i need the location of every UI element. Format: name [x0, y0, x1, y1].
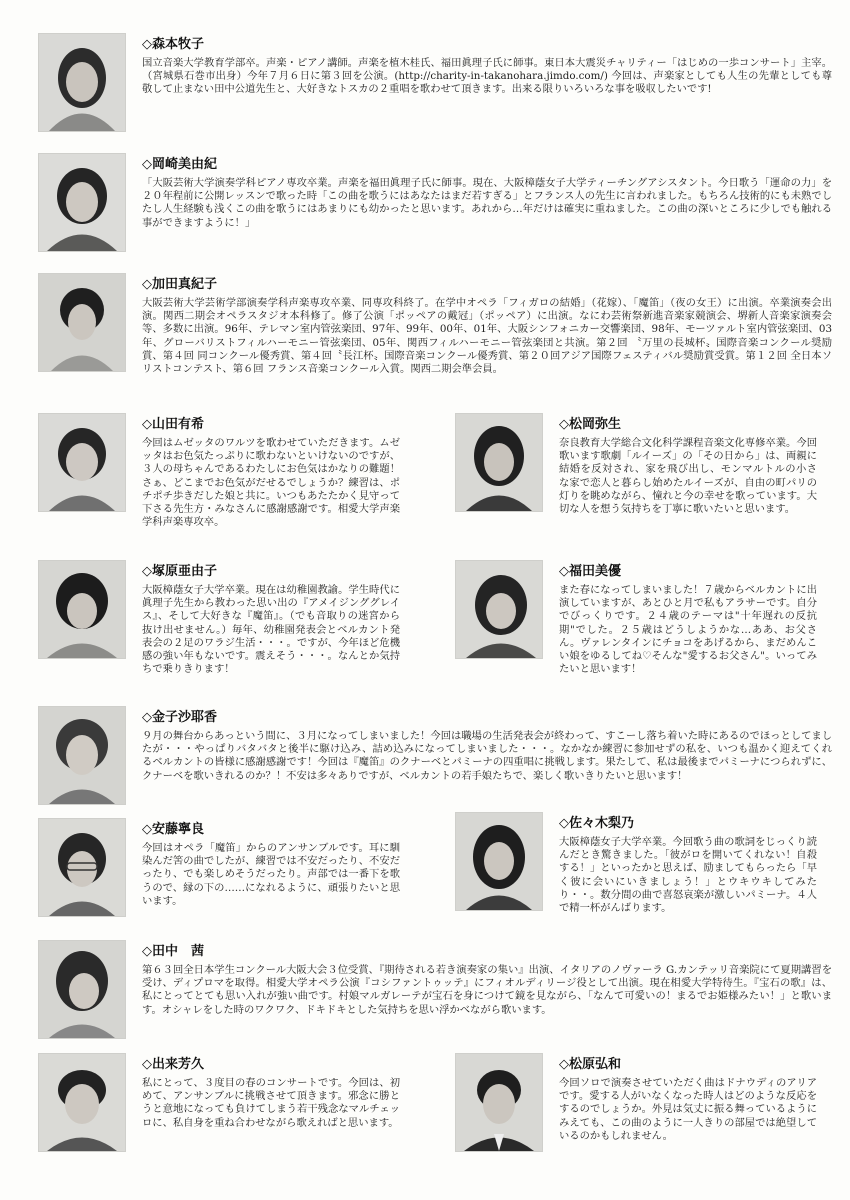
person-bio: また春になってしまいました！７歳からベルカントに出演していますが、あとひと月で私もアラサーです。自分でびっくりです。２４歳のテーマは"十年遅れの反抗期"でした。２５歳はどうしようかな…ああ、お父さん。ヴァレンタインにチョコをあげるから、まだめんこい娘をゆるしてね♡そんな"愛するお父さん"。いってみたいと思います！	[559, 584, 817, 676]
person-name: ◇岡崎美由紀	[142, 157, 217, 172]
person-name: ◇加田真紀子	[142, 277, 217, 292]
portrait-photo	[38, 818, 126, 917]
person-bio: 今回はムゼッタのワルツを歌わせていただきます。ムゼッタはお色気たっぷりに歌わないといけないのですが、３人の母ちゃんであるわたしにお色気はかなりの難題！さぁ、どこまでお色気がだせるでしょうか？練習は、ポチポチ歩きだした娘と共に。いつもあたたかく見守って下さる先生方・みなさんに感謝感謝です。相愛大学声楽学科声楽専攻卒。	[142, 437, 400, 529]
portrait-photo	[455, 1053, 543, 1152]
person-name: ◇福田美優	[559, 564, 621, 579]
portrait-photo	[455, 560, 543, 659]
portrait-photo	[38, 560, 126, 659]
person-bio: 国立音楽大学教育学部卒。声楽・ピアノ講師。声楽を植木桂氏、福田眞理子氏に師事。東日本大震災チャリティー「はじめの一歩コンサート」主宰。（宮城県石巻市出身）今年７月６日に第３回を公演。(http://charity-in-takanohara.jimdo.com/) 今回は、声楽家としても人生の先輩としても尊敬して止まない田中公道先生と、大好きなトスカの２重唱を歌わせて頂きます。出来る限りいろいろな事を吸収したいです!	[142, 57, 832, 96]
person-name: ◇田中 茜	[142, 944, 204, 959]
person-bio: 大阪芸術大学芸術学部演奏学科声楽専攻卒業、同専攻科終了。在学中オペラ「フィガロの結婚」（花嫁）、「魔笛」（夜の女王）に出演。卒業演奏会出演。関西二期会オペラスタジオ本科修了。修了公演「ポッペアの戴冠」（ポッペア）に出演。なにわ芸術祭新進音楽家競演会、堺新人音楽家演奏会等、多数に出演。96年、テレマン室内管弦楽団、97年、99年、00年、01年、大阪シンフォニカー交響楽団、98年、モーツァルト室内管弦楽団、03年、グローバリストフィルハーモニー管弦楽団、05年、関西フィルハーモニー管弦楽団と共演。第２回 〝万里の長城杯〟国際音楽コンクール奨励賞、第４回 同コンクール優秀賞、第４回〝長江杯〟国際音楽コンクール優秀賞、第２０回アジア国際フェスティバル奨励賞受賞。第１２回 全日本ソリストコンテスト、第６回 フランス音楽コンクール入賞。関西二期会準会員。	[142, 297, 832, 376]
person-bio: 第６３回全日本学生コンクール大阪大会３位受賞、『期待される若き演奏家の集い』出演、イタリアのノヴァーラ G.カンテッリ音楽院にて夏期講習を受け、ディプロマを取得。相愛大学オペラ公演『コシファントゥッテ』にフィオルディリージ役として出演。現在相愛大学特待生。『宝石の歌』は、私にとってとても思い入れが強い曲です。村娘マルガレーテが宝石を身につけて鏡を見ながら、「なんて可愛いの！まるでお姫様みたい！」と歌います。オシャレをした時のワクワク、ドキドキとした気持ちを思い浮かべながら歌います。	[142, 964, 832, 1016]
person-name: ◇安藤寧良	[142, 822, 204, 837]
person-name: ◇松原弘和	[559, 1057, 621, 1072]
person-name: ◇出来芳久	[142, 1057, 204, 1072]
person-bio: 「大阪芸術大学演奏学科ピアノ専攻卒業。声楽を福田眞理子氏に師事。現在、大阪樟蔭女子大学ティーチングアシスタント。今日歌う「運命の力」を２０年程前に公開レッスンで歌った時「この曲を歌うにはあなたはまだ若すぎる」とフランス人の先生に言われました。もちろん技術的にも未熟でしたし人生経験も浅くこの曲を歌うにはあまりにも幼かったと思います。あれから…年だけは確実に重ねました。この曲の深いところに少しでも触れる事ができますように！」	[142, 177, 832, 229]
person-name: ◇塚原亜由子	[142, 564, 217, 579]
person-bio: 奈良教育大学総合文化科学課程音楽文化専修卒業。今回歌います歌劇「ルイーズ」の「その日から」は、両親に結婚を反対され、家を飛び出し、モンマルトルの小さな家で恋人と暮らし始めたルイーズが、自由の町パリの灯りを眺めながら、憧れと今の幸せを歌っています。大切な人を想う気持ちを丁寧に歌いたいと思います。	[559, 437, 817, 516]
portrait-photo	[455, 413, 543, 512]
person-name: ◇森本牧子	[142, 37, 204, 52]
person-bio: 今回ソロで演奏させていただく曲はドナウディのアリアです。愛する人がいなくなった時人はどのような反応をするのでしょうか。外見は気丈に振る舞っているようにみえても、この曲のように一人きりの部屋では絶望しているのかもしれません。	[559, 1077, 817, 1142]
person-bio: 大阪樟蔭女子大学卒業。今回歌う曲の歌詞をじっくり読んだとき驚きました。「彼がロを開いてくれない！自殺する！」といったかと思えば、励ましてもらったら「早く彼に会いにいきましょう！」とウキウキしてみたり・・。数分間の曲で喜怒哀楽が激しいパミーナ。４人で精一杯がんばります。	[559, 836, 817, 915]
person-bio: ９月の舞台からあっという間に、３月になってしまいました！今回は職場の生活発表会が終わって、すこーし落ち着いた時にあるのでほっとしてましたが・・・やっぱりバタバタと後半に駆け込み、詰め込みになってしまいました・・・。なかなか練習に参加せずの私を、いつも温かく迎えてくれるベルカントの皆様に感謝感謝です！今回は『魔笛』のクナーベとパミーナの四重唱に挑戦します。果たして、私は最後までパミーナにつられずに、クナーベを歌いきれるのか？！不安は多々ありですが、ベルカントの若手娘たちで、楽しく歌いきりたいと思います！	[142, 730, 832, 782]
portrait-photo	[38, 273, 126, 372]
portrait-photo	[38, 940, 126, 1039]
portrait-photo	[38, 153, 126, 252]
person-bio: 大阪樟蔭女子大学卒業。現在は幼稚園教諭。学生時代に眞理子先生から教わった思い出の『アメイジンググレイス』、そして大好きな『魔笛』。（でも音取りの迷宮から抜け出せません。）毎年、幼稚園発表会とベルカント発表会の２足のワラジ生活・・・。ですが、今年ほど危機感の強い年もないです。震えそう・・・。なんとか気持ちで乗りきります！	[142, 584, 400, 676]
portrait-photo	[38, 706, 126, 805]
person-bio: 私にとって、３度目の春のコンサートです。今回は、初めて、アンサンブルに挑戦させて頂きます。邪念に勝とうと意地になっても負けてしまう若干残念なマルチェッロに、私自身を重ね合わせながら歌えればと思います。	[142, 1077, 400, 1129]
person-name: ◇佐々木梨乃	[559, 816, 634, 831]
person-name: ◇山田有希	[142, 417, 204, 432]
person-name: ◇松岡弥生	[559, 417, 621, 432]
portrait-photo	[38, 413, 126, 512]
portrait-photo	[38, 1053, 126, 1152]
person-name: ◇金子沙耶香	[142, 710, 217, 725]
portrait-photo	[455, 812, 543, 911]
portrait-photo	[38, 33, 126, 132]
person-bio: 今回はオペラ「魔笛」からのアンサンブルです。耳に馴染んだ筈の曲でしたが、練習では不安だったり、不安だったり、でも楽しめそうだったり。声部では一番下を歌うので、縁の下の……になれるように、頑張りたいと思います。	[142, 842, 400, 907]
